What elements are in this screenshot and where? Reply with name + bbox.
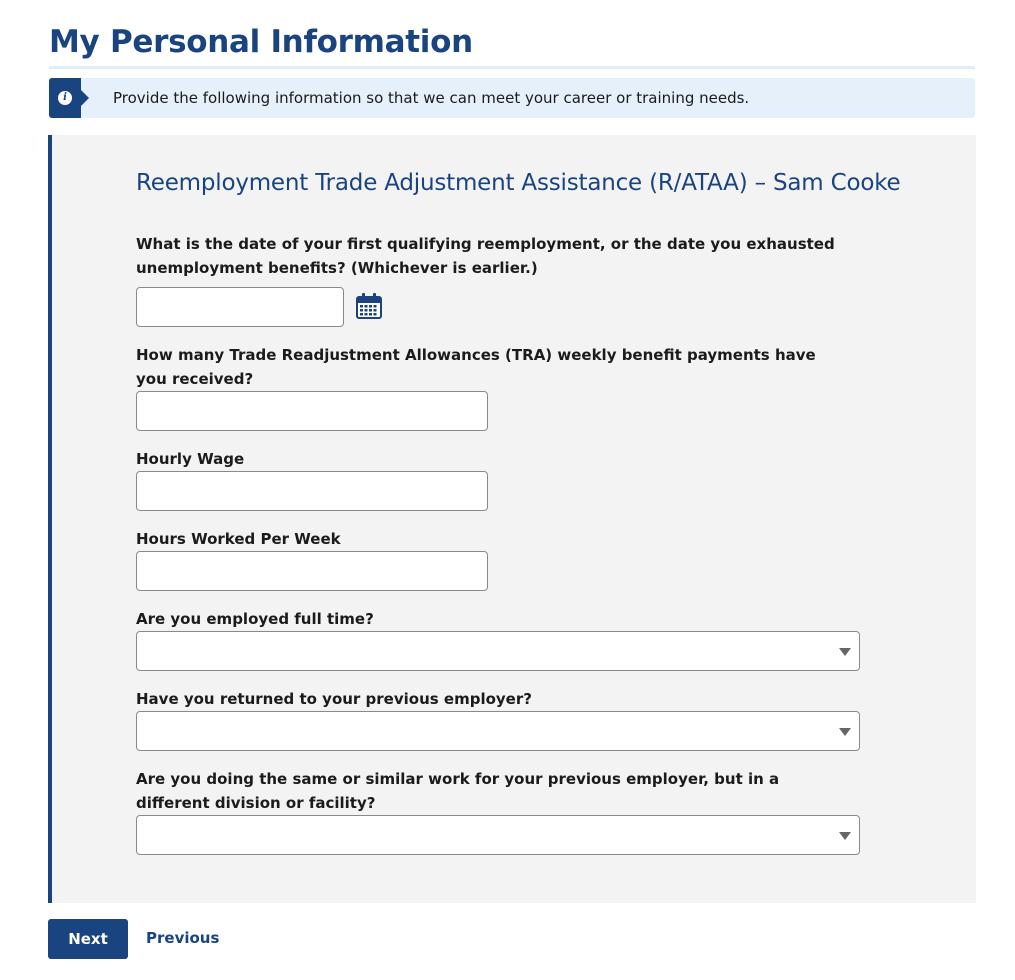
calendar-icon[interactable]	[354, 291, 384, 321]
form-panel	[48, 135, 976, 903]
info-icon: i	[58, 91, 72, 105]
title-divider	[49, 66, 975, 69]
chevron-down-icon	[839, 648, 851, 656]
previous-button[interactable]: Previous	[146, 929, 220, 947]
chevron-down-icon	[839, 728, 851, 736]
info-banner-text: Provide the following information so that we can meet your career or training needs.	[113, 89, 750, 107]
next-button[interactable]: Next	[48, 919, 128, 959]
hourly-wage-label: Hourly Wage	[136, 450, 245, 468]
info-banner-tab	[49, 78, 81, 118]
employed-full-time-label: Are you employed full time?	[136, 610, 374, 628]
similar-work-label: Are you doing the same or similar work for your previous employer, but in a different division or facility?	[136, 770, 780, 812]
hourly-wage-input[interactable]	[136, 471, 488, 511]
page-title: My Personal Information	[49, 24, 473, 60]
employed-full-time-select[interactable]	[136, 631, 860, 671]
similar-work-select[interactable]	[136, 815, 860, 855]
hours-per-week-input[interactable]	[136, 551, 488, 591]
tra-payments-label: How many Trade Readjustment Allowances (TRA) weekly benefit payments have you received?	[136, 346, 816, 388]
returned-employer-label: Have you returned to your previous employer?	[136, 690, 532, 708]
chevron-down-icon	[839, 832, 851, 840]
returned-employer-select[interactable]	[136, 711, 860, 751]
section-title: Reemployment Trade Adjustment Assistance (R/ATAA) – Sam Cooke	[136, 170, 901, 196]
tra-payments-input[interactable]	[136, 391, 488, 431]
reemployment-date-label: What is the date of your first qualifying reemployment, or the date you exhausted unemployment benefits? (Whichever is earlier.)	[136, 235, 835, 277]
hours-per-week-label: Hours Worked Per Week	[136, 530, 341, 548]
reemployment-date-input[interactable]	[136, 287, 344, 327]
info-banner	[49, 78, 975, 118]
